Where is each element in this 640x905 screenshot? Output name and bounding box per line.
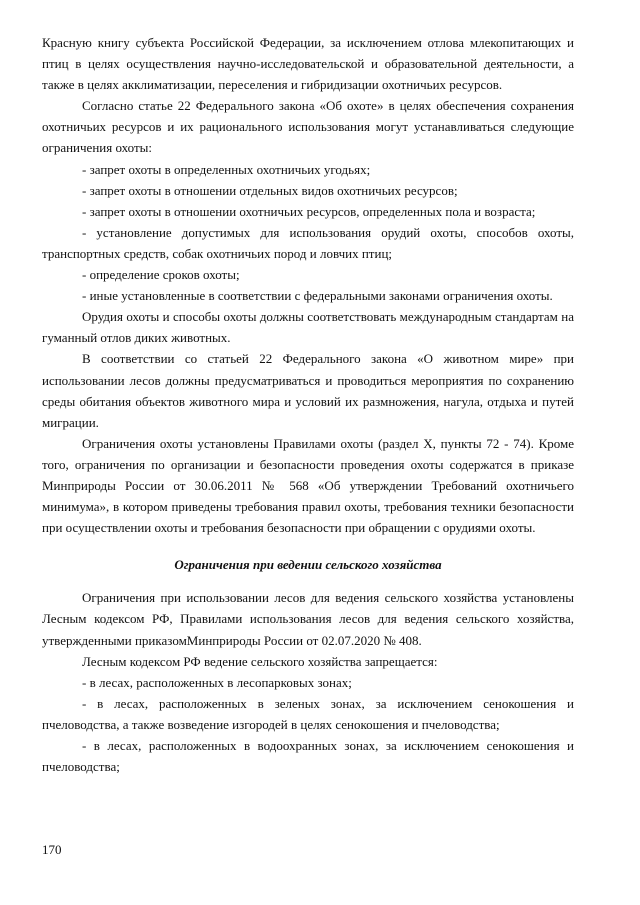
paragraph: - запрет охоты в отношении отдельных видов охотничьих ресурсов; xyxy=(82,182,458,198)
paragraph: - в лесах, расположенных в водоохранных зонах, за исключением сенокошения и пчеловодства; xyxy=(42,738,574,775)
paragraph: В соответствии со статьей 22 Федерального закона «О животном мире» при использовании лесов должны предусматриваться и проводиться мероприятия по сохранению среды обитания объектов животного мира и условий их размножения, нагула, отдыха и путей миграции. xyxy=(42,351,574,430)
paragraph: Орудия охоты и способы охоты должны соответствовать международным стандартам на гуманный отлов диких животных. xyxy=(42,309,574,346)
text-block-hunting xyxy=(42,32,574,538)
paragraph: - запрет охоты в определенных охотничьих угодьях; xyxy=(82,161,371,177)
paragraph: - в лесах, расположенных в лесопарковых зонах; xyxy=(82,674,352,690)
paragraph: - запрет охоты в отношении охотничьих ресурсов, определенных пола и возраста; xyxy=(82,203,536,219)
paragraph: - в лесах, расположенных в зеленых зонах, за исключением сенокошения и пчеловодства, а также возведение изгородей в целях сенокошения и пчеловодства; xyxy=(42,695,574,732)
page-number: 170 xyxy=(42,842,62,857)
paragraph: Красную книгу субъекта Российской Федерации, за исключением отлова млекопитающих и птиц в целях осуществления научно-исследовательской и образовательной деятельности, а также в целях акклиматизации, переселения и гибридизации охотничьих ресурсов. xyxy=(42,35,574,93)
text-block-agriculture xyxy=(42,587,574,777)
paragraph: Согласно статье 22 Федерального закона «Об охоте» в целях обеспечения сохранения охотничьих ресурсов и их рационального использования могут устанавливаться следующие ограничения охоты: xyxy=(42,98,574,156)
paragraph: - иные установленные в соответствии с федеральными законами ограничения охоты. xyxy=(82,288,553,304)
paragraph: Ограничения при использовании лесов для ведения сельского хозяйства установлены Лесным кодексом РФ, Правилами использования лесов для ведения сельского хозяйства, утвержденными приказомМинприроды России от 02.07.2020 № 408. xyxy=(42,590,574,648)
section-heading: Ограничения при ведении сельского хозяйства xyxy=(174,557,442,573)
document-body xyxy=(42,32,574,777)
paragraph: - установление допустимых для использования орудий охоты, способов охоты, транспортных средств, собак охотничьих пород и ловчих птиц; xyxy=(42,224,574,261)
paragraph: - определение сроков охоты; xyxy=(82,267,240,283)
paragraph: Лесным кодексом РФ ведение сельского хозяйства запрещается: xyxy=(82,653,438,669)
paragraph: Ограничения охоты установлены Правилами охоты (раздел X, пункты 72 - 74). Кроме того, ограничения по организации и безопасности проведения охоты содержатся в приказе Минприроды России от 30.06.2011 № 568 «Об утверждении Требований охотничьего минимума», в котором приведены требования правил охоты, требования техники безопасности при осуществлении охоты и требования безопасности при обращении с орудиями охоты. xyxy=(42,435,574,536)
